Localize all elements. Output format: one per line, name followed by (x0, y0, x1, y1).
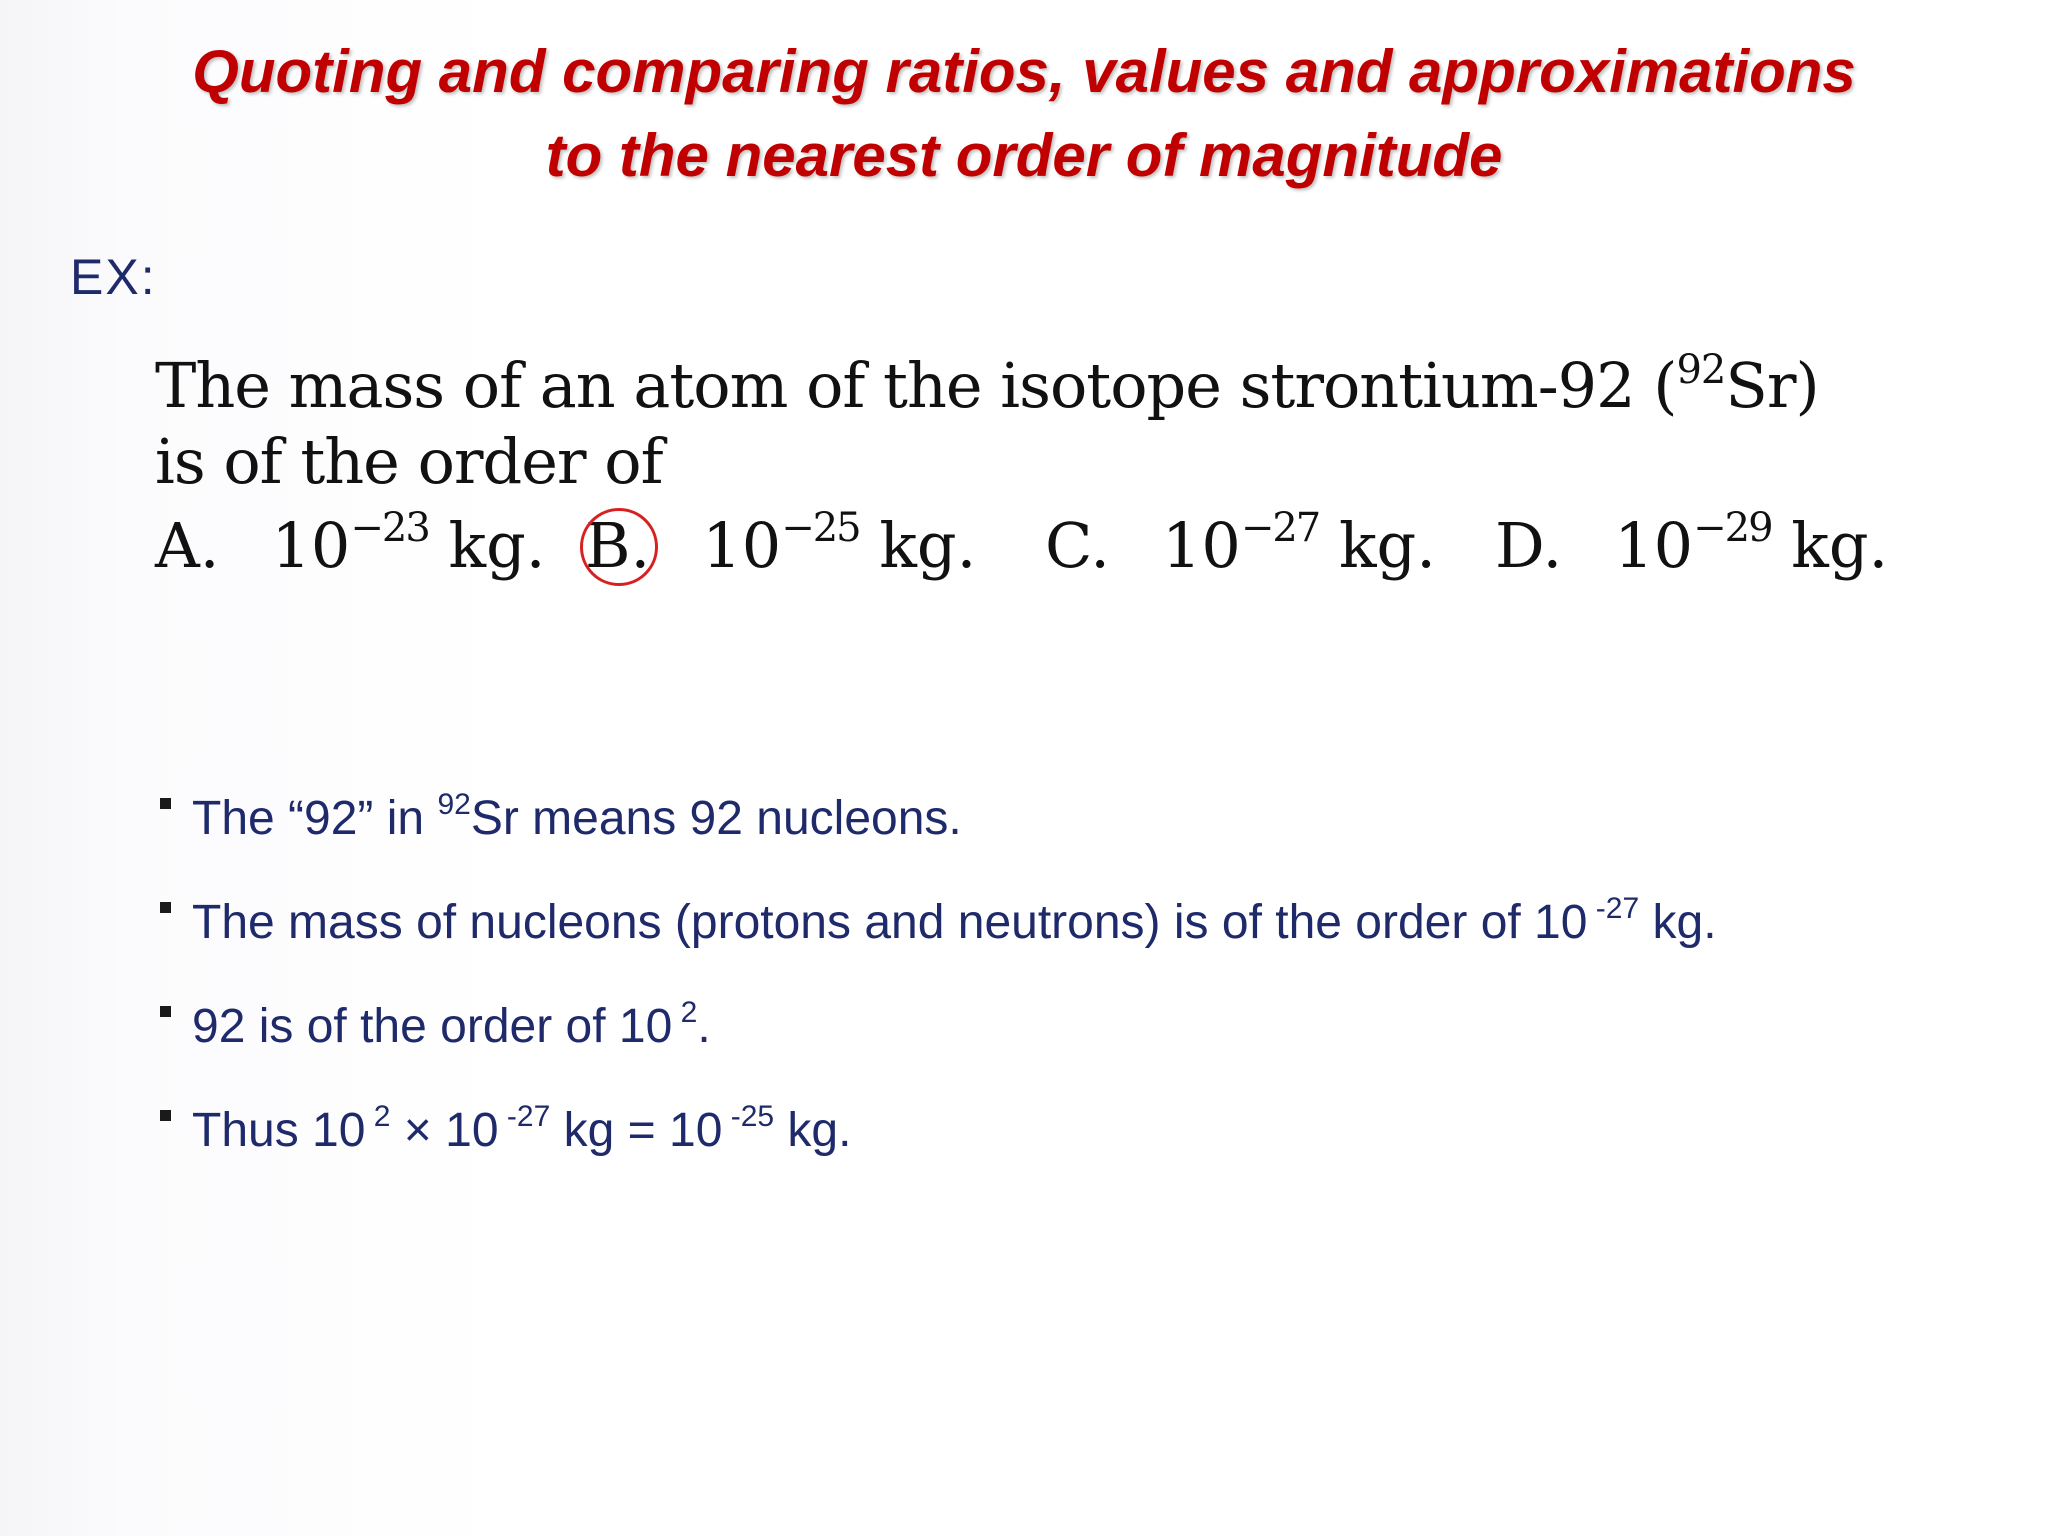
option-c (1045, 505, 1436, 582)
isotope-mass-number: 92 (1676, 347, 1726, 393)
bullet-item (160, 978, 1960, 1082)
bullet-superscript: -25 (722, 1100, 775, 1133)
question-line-2: is of the order of (155, 425, 663, 498)
question-line-1 (155, 332, 1955, 424)
bullet-text: Thus 10 (192, 1104, 366, 1157)
bullet-item (160, 1082, 1960, 1186)
bullet-text: The “92” in (192, 792, 438, 845)
option-d (1495, 505, 1888, 582)
option-exponent: −25 (781, 505, 860, 551)
answer-circle-mark (580, 508, 658, 586)
question-block (155, 332, 1955, 500)
option-a (155, 505, 546, 582)
bullet-text: . (697, 1000, 711, 1053)
bullet-superscript: 2 (672, 996, 698, 1029)
slide-title-line-2: to the nearest order of magnitude (545, 122, 1503, 189)
answer-options (155, 505, 1955, 595)
bullet-item (160, 770, 1960, 874)
bullet-text: The mass of nucleons (protons and neutrons) is of the order of 10 (192, 896, 1588, 949)
bullet-text: × 10 (390, 1104, 499, 1157)
example-label: EX: (70, 249, 157, 305)
option-unit: kg. (428, 509, 546, 582)
option-letter: B. (585, 509, 651, 582)
option-letter: A. (155, 509, 220, 582)
bullet-text: Sr means 92 nucleons. (470, 792, 962, 845)
option-base: 10 (1614, 509, 1694, 582)
bullet-item (160, 874, 1960, 978)
option-unit: kg. (1319, 509, 1436, 582)
bullet-superscript: -27 (498, 1100, 551, 1133)
bullet-superscript: 2 (365, 1100, 391, 1133)
bullet-text: 92 is of the order of 10 (192, 1000, 673, 1053)
option-letter: C. (1045, 509, 1110, 582)
bullet-superscript: 92 (437, 788, 471, 821)
option-base: 10 (271, 509, 351, 582)
option-unit: kg. (1771, 509, 1889, 582)
option-letter: D. (1495, 509, 1563, 582)
option-base: 10 (702, 509, 782, 582)
option-exponent: −29 (1693, 505, 1772, 551)
question-text-1: The mass of an atom of the isotope strontium-92 ( (155, 349, 1677, 422)
option-exponent: −27 (1240, 505, 1320, 551)
slide-title-line-1: Quoting and comparing ratios, values and approximations (192, 38, 1856, 105)
bullet-superscript: -27 (1587, 892, 1640, 925)
bullet-text: kg = 10 (550, 1104, 723, 1157)
bullet-text: kg. (1639, 896, 1717, 949)
option-base: 10 (1161, 509, 1241, 582)
isotope-symbol: Sr) (1725, 349, 1819, 422)
option-exponent: −23 (350, 505, 429, 551)
explanation-bullets (160, 770, 1960, 1186)
option-unit: kg. (859, 509, 977, 582)
bullet-text: kg. (774, 1104, 852, 1157)
